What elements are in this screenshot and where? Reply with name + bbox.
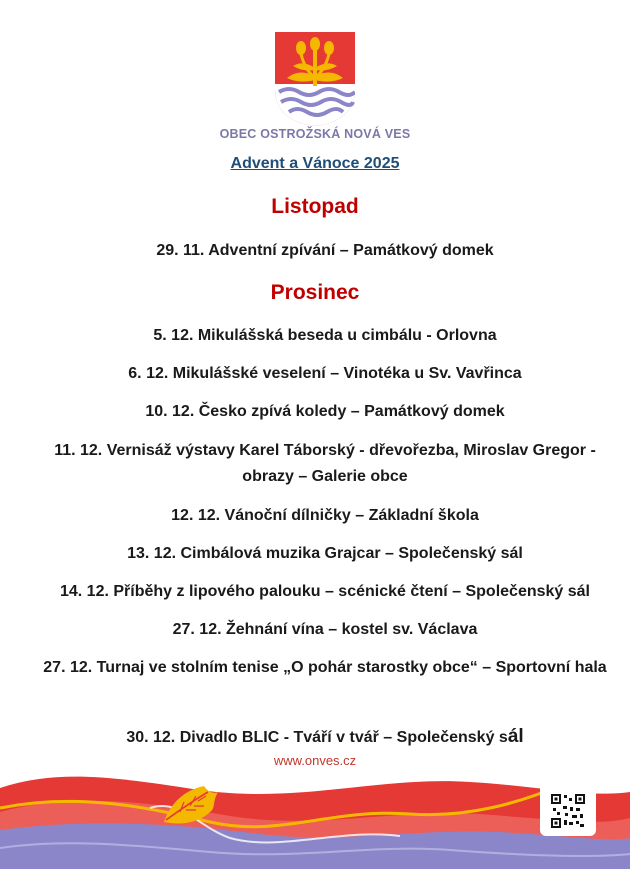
leaf-icon [160, 782, 222, 830]
event-item: 5. 12. Mikulášská beseda u cimbálu - Orlovna [153, 327, 497, 344]
event-item: 13. 12. Cimbálová muzika Grajcar – Společenský sál [127, 545, 523, 562]
month-heading-november: Listopad [271, 195, 359, 218]
coat-of-arms-icon [275, 32, 355, 126]
event-text-tail: ál [507, 726, 524, 747]
event-item: 14. 12. Příběhy z lipového palouku – scénické čtení – Společenský sál [59, 583, 590, 600]
event-item: 11. 12. Vernisáž výstavy Karel Táborský - dřevořezba, Miroslav Gregor - obrazy – Galerie obce [54, 442, 596, 485]
event-item: 10. 12. Česko zpívá koledy – Památkový domek [145, 403, 505, 420]
document-title: Advent a Vánoce 2025 [230, 155, 400, 172]
qr-code-icon [551, 794, 585, 828]
footer-wave-decoration [0, 768, 630, 869]
month-heading-december: Prosinec [270, 281, 360, 304]
event-item: 27. 12. Žehnání vína – kostel sv. Václava [172, 621, 478, 638]
municipality-name: OBEC OSTROŽSKÁ NOVÁ VES [219, 127, 411, 141]
event-item: 27. 12. Turnaj ve stolním tenise „O pohár starostky obce“ – Sportovní hala [43, 659, 607, 676]
event-item: 12. 12. Vánoční dílničky – Základní škola [171, 507, 479, 524]
event-item [35, 724, 615, 751]
event-item: 6. 12. Mikulášské veselení – Vinotéka u Sv. Vavřinca [128, 365, 522, 382]
qr-code[interactable] [540, 780, 596, 836]
event-item: 29. 11. Adventní zpívání – Památkový domek [156, 242, 494, 259]
event-text: 30. 12. Divadlo BLIC - Tváří v tvář – Společenský s [126, 729, 508, 746]
website-link[interactable]: www.onves.cz [273, 753, 357, 768]
